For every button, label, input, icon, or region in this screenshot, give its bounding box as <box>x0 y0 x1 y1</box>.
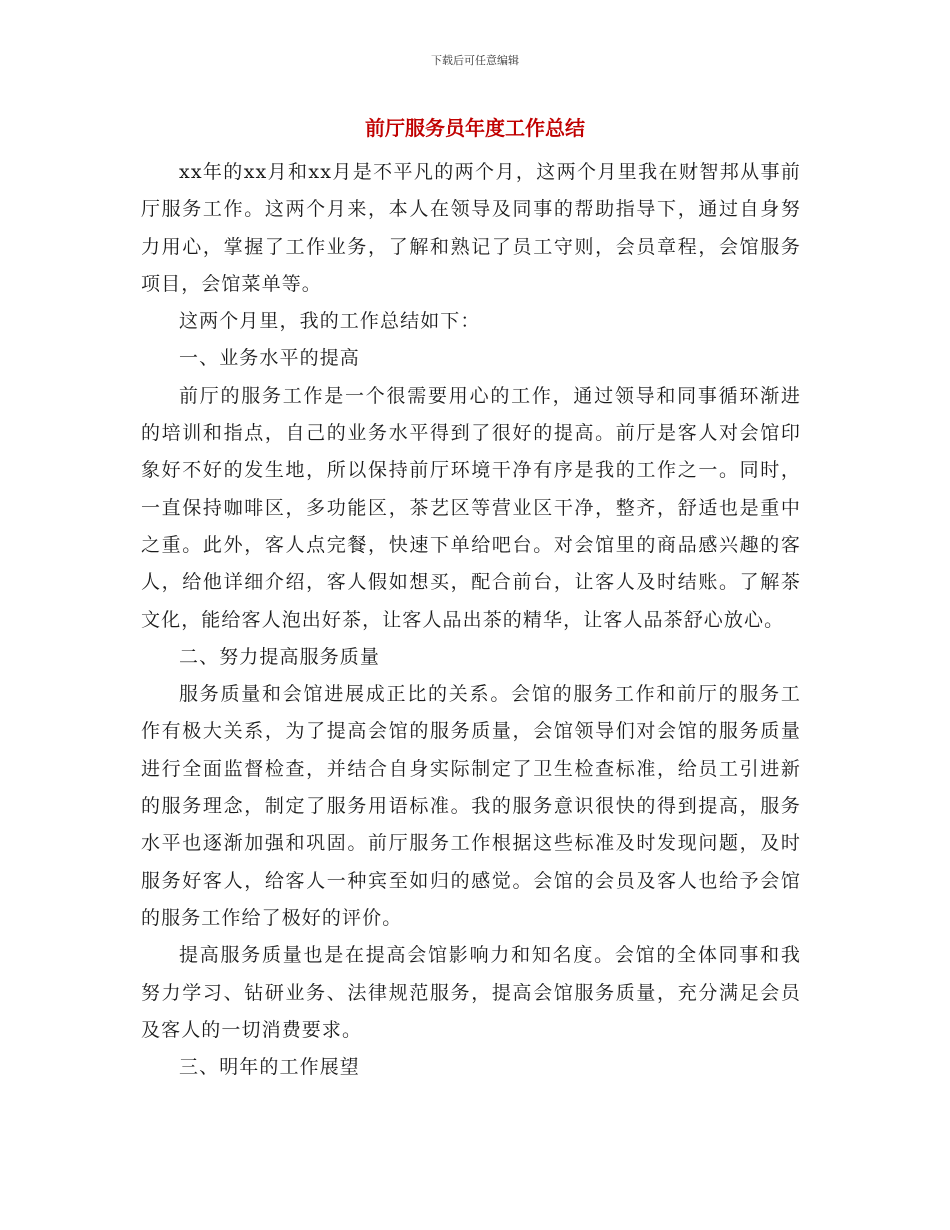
paragraph-intro: xx年的xx月和xx月是不平凡的两个月，这两个月里我在财智邦从事前厅服务工作。这两个月来，本人在领导及同事的帮助指导下，通过自身努力用心，掌握了工作业务，了解和熟记了员工守则，会员章程，会馆服务项目，会馆菜单等。 <box>141 161 801 295</box>
section-heading-3: 三、明年的工作展望 <box>179 1056 360 1079</box>
document-title: 前厅服务员年度工作总结 <box>365 116 585 140</box>
paragraph-section-2a: 服务质量和会馆进展成正比的关系。会馆的服务工作和前厅的服务工作有极大关系，为了提高会馆的服务质量，会馆领导们对会馆的服务质量进行全面监督检查，并结合自身实际制定了卫生检查标准，给员工引进新的服务理念，制定了服务用语标准。我的服务意识很快的得到提高，服务水平也逐渐加强和巩固。前厅服务工作根据这些标准及时发现问题，及时服务好客人，给客人一种宾至如归的感觉。会馆的会员及客人也给予会馆的服务工作给了极好的评价。 <box>141 683 801 929</box>
paragraph-summary-lead: 这两个月里，我的工作总结如下： <box>179 310 481 333</box>
section-heading-1: 一、业务水平的提高 <box>179 347 360 370</box>
paragraph-section-2b: 提高服务质量也是在提高会馆影响力和知名度。会馆的全体同事和我努力学习、钻研业务、法律规范服务，提高会馆服务质量，充分满足会员及客人的一切消费要求。 <box>141 944 801 1041</box>
paragraph-section-1: 前厅的服务工作是一个很需要用心的工作，通过领导和同事循环渐进的培训和指点，自己的业务水平得到了很好的提高。前厅是客人对会馆印象好不好的发生地，所以保持前厅环境干净有序是我的工作之一。同时，一直保持咖啡区，多功能区，茶艺区等营业区干净，整齐，舒适也是重中之重。此外，客人点完餐，快速下单给吧台。对会馆里的商品感兴趣的客人，给他详细介绍，客人假如想买，配合前台，让客人及时结账。了解茶文化，能给客人泡出好茶，让客人品出茶的精华，让客人品茶舒心放心。 <box>141 384 801 631</box>
header-note: 下载后可任意编辑 <box>431 54 519 67</box>
section-heading-2: 二、努力提高服务质量 <box>179 645 381 668</box>
document-body <box>141 154 801 1086</box>
